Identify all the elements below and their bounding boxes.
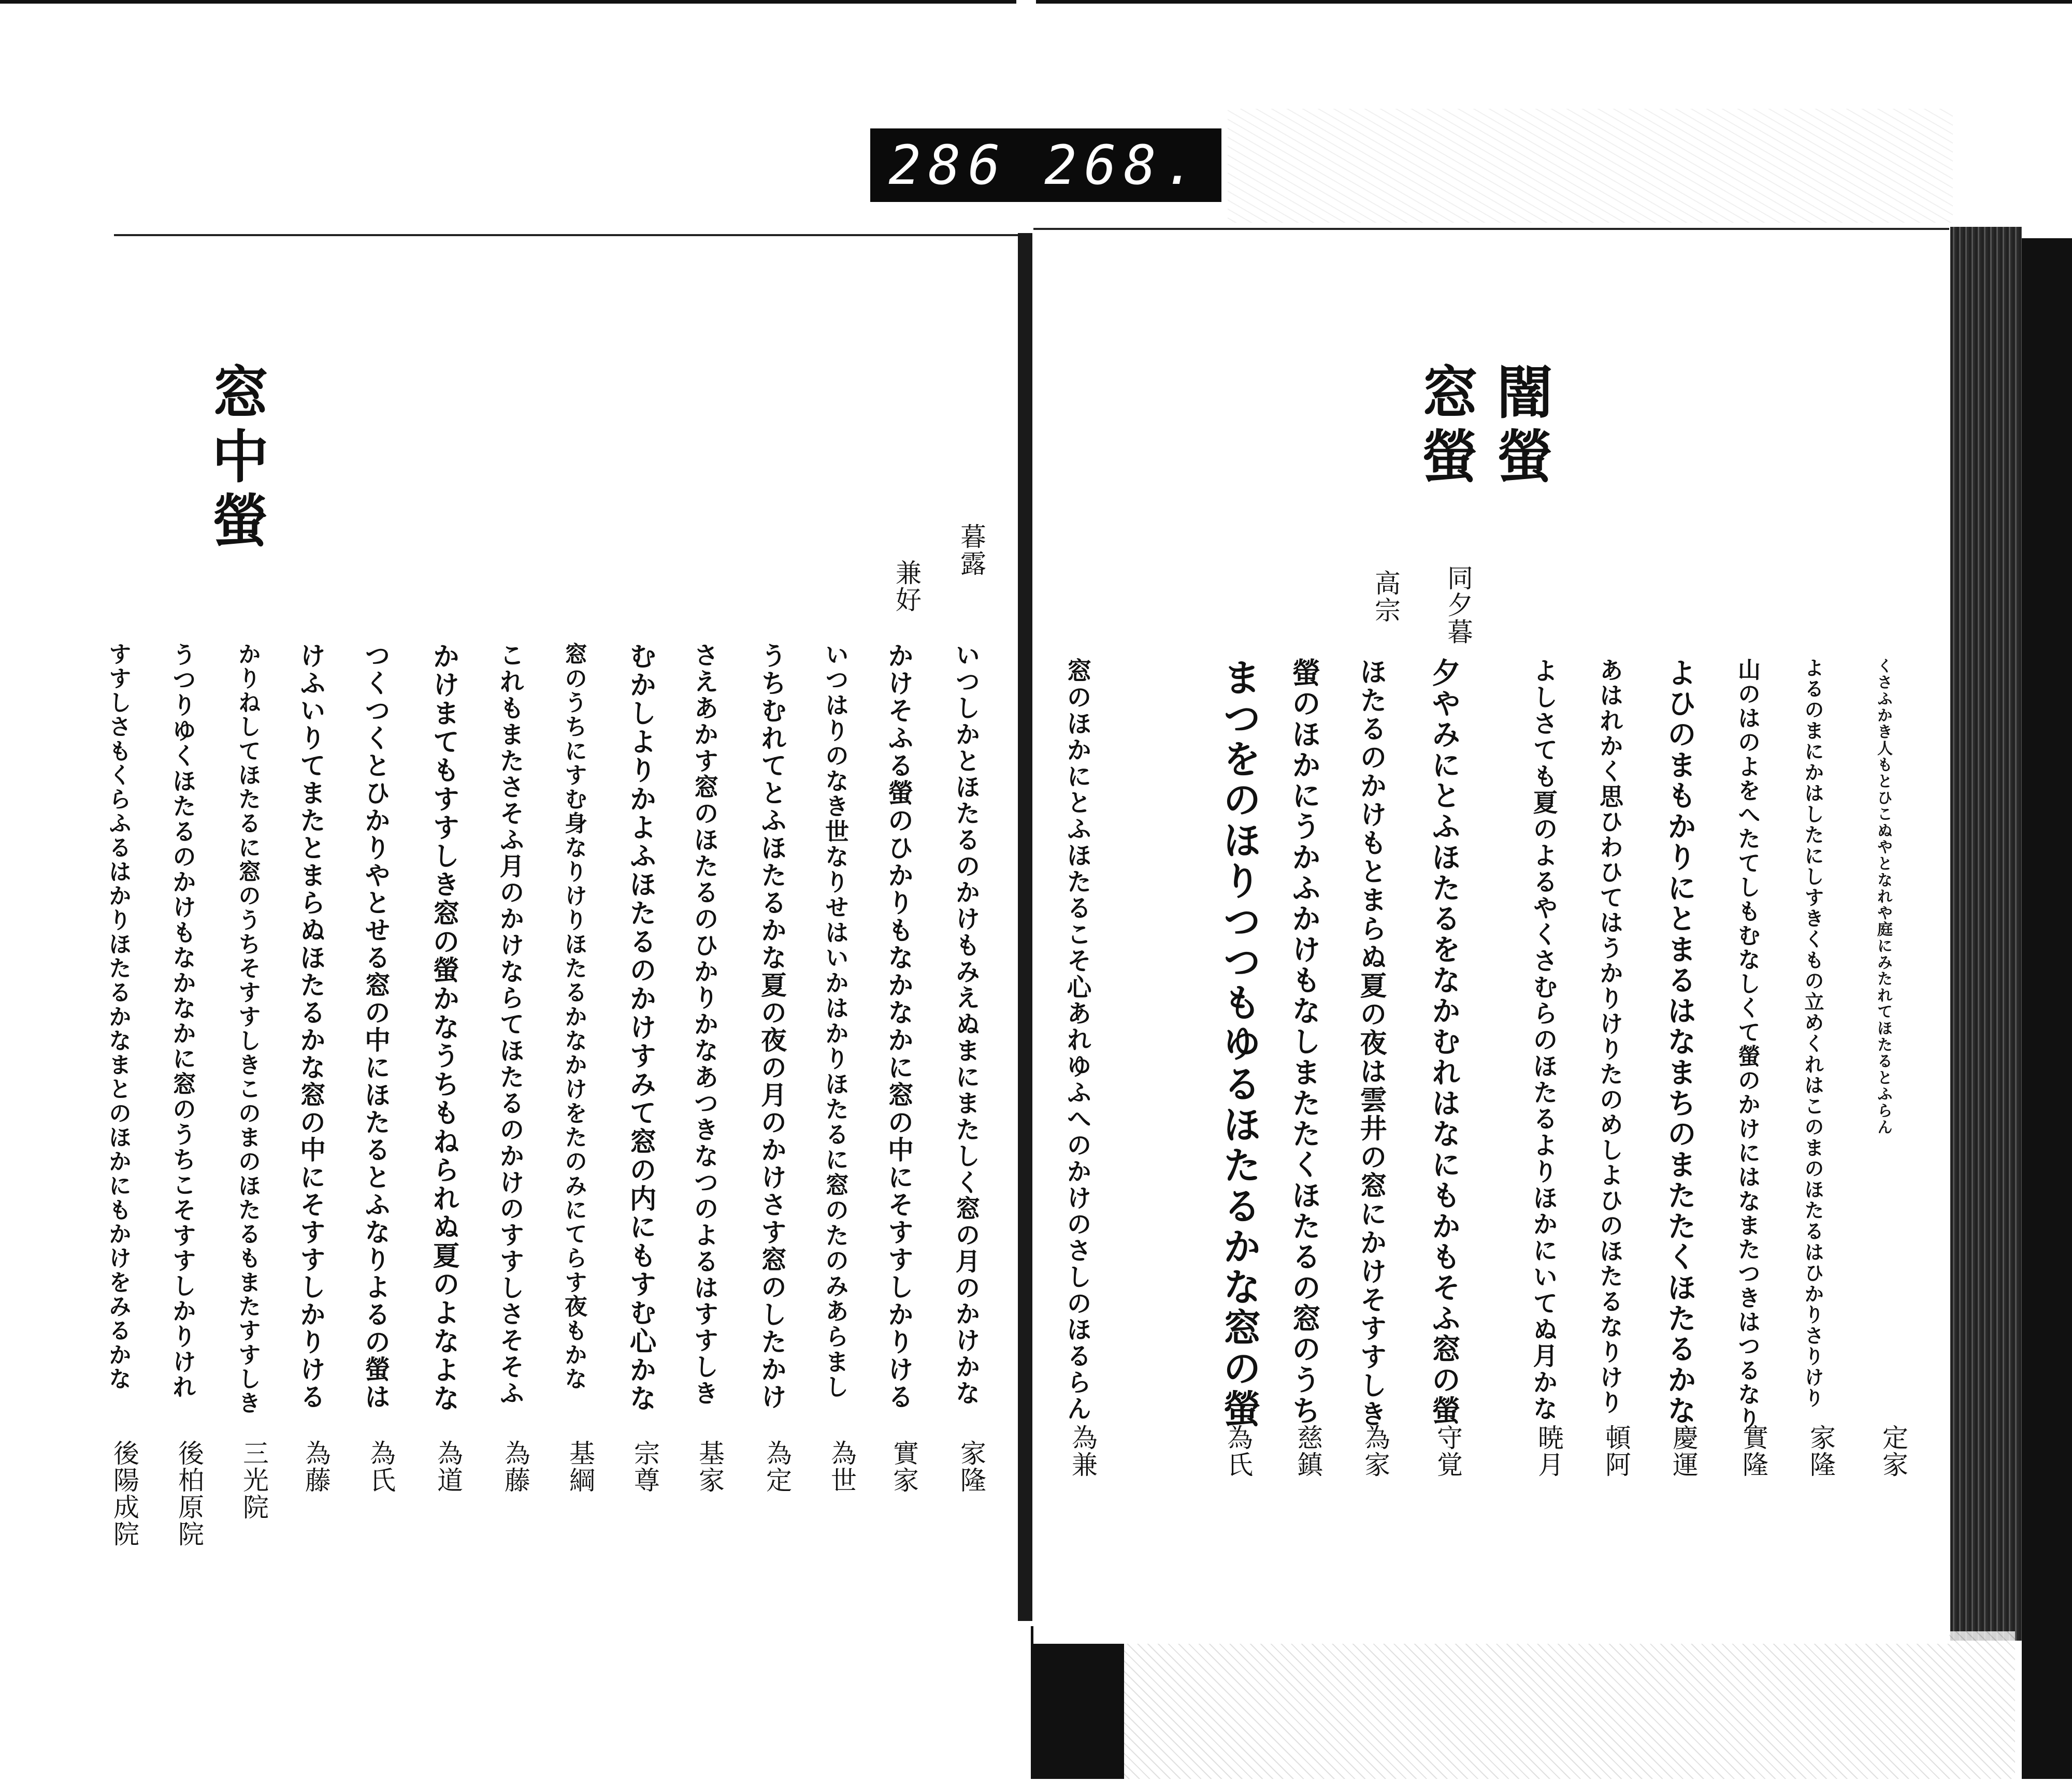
poet-name: 為氏: [1223, 1424, 1253, 1478]
poem-line: けふいりてまたとまらぬほたるかな窓の中にそすすしかりける: [296, 642, 326, 1411]
poem-line: 山のはのよをへたてしもむなしくて螢のかけにはなまたつきはつるなり: [1734, 658, 1760, 1431]
poet-name: 後柏原院: [174, 1440, 204, 1547]
scan-background-bottom: [1031, 1626, 1124, 1779]
poem-line: さえあかす窓のほたるのひかりかなあつきなつのよるはすすしき: [689, 642, 718, 1407]
poem-line: くさふかき人もとひこぬやとなれや庭にみたれてほたるとふらん: [1874, 658, 1892, 1136]
poet-name: 為家: [1360, 1424, 1390, 1478]
scan-noise: [1228, 109, 1953, 223]
poet-name: 實家: [889, 1440, 919, 1494]
poem-line: いつしかとほたるのかけもみえぬまにまたしく窓の月のかけかな: [951, 642, 980, 1407]
poem-line: かけまてもすすしき窓の螢かなうちもねられぬ夏のよなよな: [428, 642, 459, 1413]
scan-background: [2022, 238, 2072, 1779]
poet-name: 基綱: [565, 1440, 595, 1494]
poet-name: 守覚: [1433, 1424, 1463, 1478]
poem-line: これもまたさそふ月のかけならてほたるのかけのすすしさそそふ: [495, 642, 524, 1407]
book-fore-edge: [1950, 227, 2022, 1641]
poet-name: 為定: [762, 1440, 792, 1494]
poem-line: あはれかく思ひわひてはうかりけりたのめしよひのほたるなりけり: [1596, 658, 1624, 1415]
poem-line: うちむれてとふほたるかな夏の夜の月のかけさす窓のしたかけ: [757, 642, 787, 1411]
section-title-1: 闇螢: [1487, 363, 1554, 491]
poet-name: 基家: [695, 1440, 725, 1494]
poem-line: つくつくとひかりやとせる窓の中にほたるとふなりよるの螢は: [361, 642, 391, 1411]
section-title-2: 窓螢: [1412, 363, 1479, 491]
poet-name: 慈鎮: [1293, 1424, 1323, 1478]
poem-line: いつはりのなき世なりせはいかはかりほたるに窓のたのみあらまし: [822, 642, 850, 1400]
scan-edge-top-right: [1036, 0, 2072, 4]
frame-number-right: 268.: [1044, 134, 1203, 197]
section-title: 窓中螢: [203, 363, 269, 555]
poet-name: 頓阿: [1601, 1424, 1631, 1478]
poet-name: 為兼: [1068, 1424, 1098, 1478]
poem-line: 螢のほかにうかふかけもなしまたたくほたるの窓のうち: [1287, 658, 1321, 1426]
poem-line: よしさても夏のよるやくさむらのほたるよりほかにいてぬ月かな: [1529, 658, 1558, 1422]
poem-line: すすしさもくらふるはかりほたるかなまとのほかにもかけをみるかな: [105, 642, 131, 1391]
poem-line: 窓のうちにすむ身なりけりほたるかなかけをたのみにてらす夜もかな: [560, 642, 587, 1391]
poem-line: よるのまにかはしたにしすきくもの立めくれはこのまのほたるはひかりさりけり: [1801, 658, 1824, 1409]
section-subhead: 暮露: [956, 523, 986, 577]
frame-number-plate: [870, 128, 1221, 202]
poem-line: むかしよりかよふほたるのかけすみて窓の内にもすむ心かな: [625, 642, 656, 1413]
poem-line: かけそふる螢のひかりもなかなかに窓の中にそすすしかりける: [884, 642, 914, 1411]
poet-name: 實隆: [1738, 1424, 1768, 1478]
scan-noise-bottom: [1124, 1631, 2015, 1779]
poet-name: 定家: [1878, 1424, 1908, 1478]
poem-line: かりねしてほたるに窓のうちそすすしきこのまのほたるもまたすすしき: [234, 642, 261, 1415]
poet-name: 為藤: [301, 1440, 331, 1494]
poem-line: ほたるのかけもとまらぬ夏の夜は雲井の窓にかけそすすしき: [1355, 658, 1387, 1429]
section-subhead: 同夕暮: [1443, 564, 1473, 645]
poet-name: 家隆: [956, 1440, 986, 1494]
section-subhead-author: 兼好: [891, 559, 922, 613]
poet-name: 家隆: [1806, 1424, 1836, 1478]
frame-number-left: 286: [888, 134, 1008, 197]
book-gutter: [1018, 233, 1032, 1621]
poem-line: うつりゆくほたるのかけもなかなかに窓のうちこそすすしかりけれ: [169, 642, 197, 1400]
poet-name: 慶運: [1668, 1424, 1699, 1478]
section-subhead-author: 高宗: [1371, 570, 1401, 624]
poem-line: 窓のほかにとふほたるこそ心あれゆふへのかけのさしのほるらん: [1062, 658, 1091, 1422]
poet-name: 後陽成院: [109, 1440, 139, 1547]
poet-name: 為氏: [366, 1440, 396, 1494]
poet-name: 暁月: [1534, 1424, 1564, 1478]
poet-name: 宗尊: [630, 1440, 660, 1494]
poet-name: 為藤: [500, 1440, 530, 1494]
poet-name: 為道: [433, 1440, 463, 1494]
poem-line: まつをのほりつつもゆるほたるかな窓の螢: [1217, 658, 1261, 1430]
poem-line: よひのまもかりにとまるはなまちのまたたくほたるかな: [1663, 658, 1697, 1426]
poet-name: 三光院: [239, 1440, 269, 1521]
scan-edge-top-left: [0, 0, 1016, 4]
poem-line: 夕やみにとふほたるをなかむれはなにもかもそふ窓の螢: [1427, 658, 1461, 1426]
poet-name: 為世: [827, 1440, 857, 1494]
